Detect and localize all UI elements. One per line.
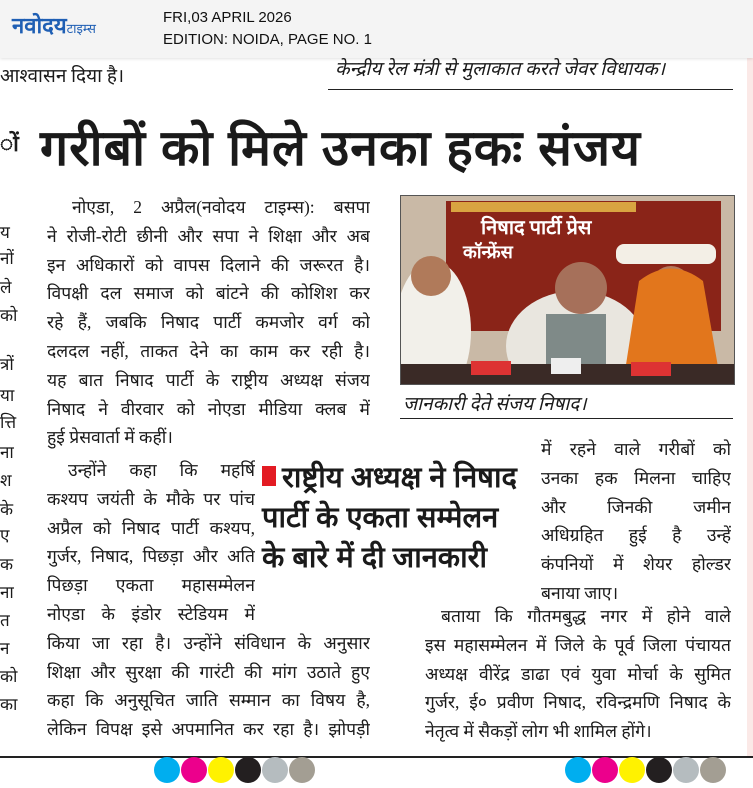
- paragraph-line: पिछड़ा एकता महासम्मेलन: [47, 575, 255, 596]
- paragraph-line: नोएडा, 2 अप्रैल(नवोदय टाइम्स): बसपा: [72, 197, 370, 217]
- photo-caption: जानकारी देते संजय निषाद।: [403, 394, 587, 415]
- paragraph-line: कहा कि अनुसूचित जाति सम्मान का विषय है,: [47, 690, 370, 711]
- divider: [400, 418, 733, 419]
- fragment-text: ना: [0, 583, 14, 602]
- fragment-text: न: [0, 639, 10, 658]
- banner-text: निषाद पार्टी प्रेस: [481, 217, 592, 239]
- color-registration-dot: [154, 757, 180, 783]
- subheadline: [262, 458, 517, 578]
- fragment-text: नों: [0, 249, 14, 268]
- paragraph-line: में रहने वाले गरीबों को: [541, 439, 731, 459]
- fragment-text: क: [0, 555, 14, 574]
- paragraph-line: निषाद ने वीरवार को नोएडा मीडिया क्लब में: [47, 398, 370, 419]
- paragraph-line: बताया कि गौतमबुद्ध नगर में होने वाले: [441, 606, 731, 626]
- logo-sub: टाइम्स: [66, 21, 96, 36]
- newspaper-header: [0, 0, 753, 58]
- color-registration-dot: [673, 757, 699, 783]
- paragraph-line: गुर्जर, निषाद, पिछड़ा और अति: [47, 546, 255, 567]
- fragment-text: य: [0, 223, 10, 242]
- paragraph-line: विपक्षी दल समाज को बांटने की कोशिश कर: [47, 283, 370, 304]
- subheadline-line: राष्ट्रीय अध्यक्ष ने निषाद: [282, 462, 517, 494]
- fragment-text: त: [0, 611, 10, 630]
- paragraph-line: गुर्जर, ई० प्रवीण निषाद, रविन्द्रमणि निषाद के: [425, 692, 731, 713]
- banner-text: कॉन्फ्रेंस: [463, 242, 513, 262]
- paragraph-line: किया जा रहा है। उन्होंने संविधान के अनुसार: [47, 632, 370, 653]
- paragraph-line: कंपनियों में शेयर होल्डर: [541, 554, 731, 575]
- fragment-text: या: [0, 386, 15, 405]
- paragraph-line: नेतृत्व में सैकड़ों लोग भी शामिल होंगे।: [425, 721, 652, 742]
- color-registration-dot: [235, 757, 261, 783]
- previous-article-fragment: आश्वासन दिया है।: [0, 66, 125, 87]
- edition-info: EDITION: NOIDA, PAGE NO. 1: [163, 31, 372, 48]
- paragraph-line: इस महासम्मेलन में जिले के पूर्व जिला पंचायत: [425, 634, 731, 655]
- headline: गरीबों को मिले उनका हकः संजय: [40, 120, 642, 176]
- paragraph-line: हुई प्रेसवार्ता में कहीं।: [47, 427, 173, 448]
- color-registration-dot: [565, 757, 591, 783]
- paragraph-line: अध्यक्ष वीरेंद्र डाढा एवं युवा मोर्चा के सुमित: [425, 663, 731, 684]
- color-registration-dot: [619, 757, 645, 783]
- color-registration-dot: [262, 757, 288, 783]
- color-registration-dot: [592, 757, 618, 783]
- fragment-text: ों: [0, 131, 19, 156]
- color-registration-dot: [181, 757, 207, 783]
- previous-caption-fragment: केन्द्रीय रेल मंत्री से मुलाकात करते जेवर विधायक।: [335, 59, 666, 80]
- paragraph-line: ने रोजी-रोटी छीनी और सपा ने शिक्षा और अब: [47, 225, 370, 246]
- paragraph-line: अधिग्रहित हुई है उन्हें: [541, 525, 731, 546]
- fragment-text: के: [0, 500, 14, 519]
- registration-marks: [565, 757, 727, 774]
- paragraph-line: इन अधिकारों को वापस दिलाने की जरूरत है।: [47, 254, 370, 275]
- paragraph-line: बनाया जाए।: [541, 583, 619, 603]
- paragraph-line: यह बात निषाद पार्टी के राष्ट्रीय अध्यक्ष संजय: [47, 369, 370, 390]
- newspaper-logo: [12, 10, 96, 40]
- paragraph-line: रहे हैं, जबकि निषाद पार्टी कमजोर वर्ग को: [47, 312, 370, 333]
- divider: [328, 89, 733, 90]
- paragraph-line: और जिनकी जमीन: [541, 496, 731, 517]
- color-registration-dot: [208, 757, 234, 783]
- fragment-text: को: [0, 306, 18, 325]
- paragraph-line: शिक्षा और सुरक्षा की गारंटी की मांग उठाते हुए: [47, 661, 370, 682]
- paragraph-line: उन्होंने कहा कि महर्षि: [68, 460, 255, 480]
- fragment-text: ए: [0, 526, 10, 545]
- subheadline-line: के बारे में दी जानकारी: [262, 542, 487, 574]
- color-registration-dot: [700, 757, 726, 783]
- fragment-text: त्रों: [0, 355, 14, 374]
- fragment-text: का: [0, 695, 18, 714]
- subheadline-line: पार्टी के एकता सम्मेलन: [262, 502, 499, 534]
- registration-marks: [154, 757, 316, 774]
- paragraph-line: कश्यप जयंती के मौके पर पांच: [47, 488, 255, 509]
- paragraph-line: दलदल नहीं, ताकत देने का काम कर रही है।: [47, 341, 370, 361]
- fragment-text: को: [0, 667, 18, 686]
- paragraph-line: अप्रैल को निषाद पार्टी कश्यप,: [47, 517, 255, 538]
- press-conference-photo: [400, 195, 735, 385]
- paragraph-line: लेकिन विपक्ष इसे अपमानित कर रहा है। झोपड़ी: [47, 719, 370, 740]
- issue-date: FRI,03 APRIL 2026: [163, 9, 292, 26]
- fragment-text: त्ति: [0, 413, 17, 432]
- paragraph-line: उनका हक मिलना चाहिए: [541, 467, 731, 488]
- page-edge: [747, 58, 753, 756]
- paragraph-line: नोएडा के इंडोर स्टेडियम में: [47, 604, 255, 624]
- color-registration-dot: [289, 757, 315, 783]
- logo-main: नवोदय: [12, 13, 67, 38]
- fragment-text: ना: [0, 443, 14, 462]
- fragment-text: ले: [0, 278, 12, 297]
- color-registration-dot: [646, 757, 672, 783]
- photo-image: [401, 196, 734, 384]
- fragment-text: श: [0, 471, 12, 490]
